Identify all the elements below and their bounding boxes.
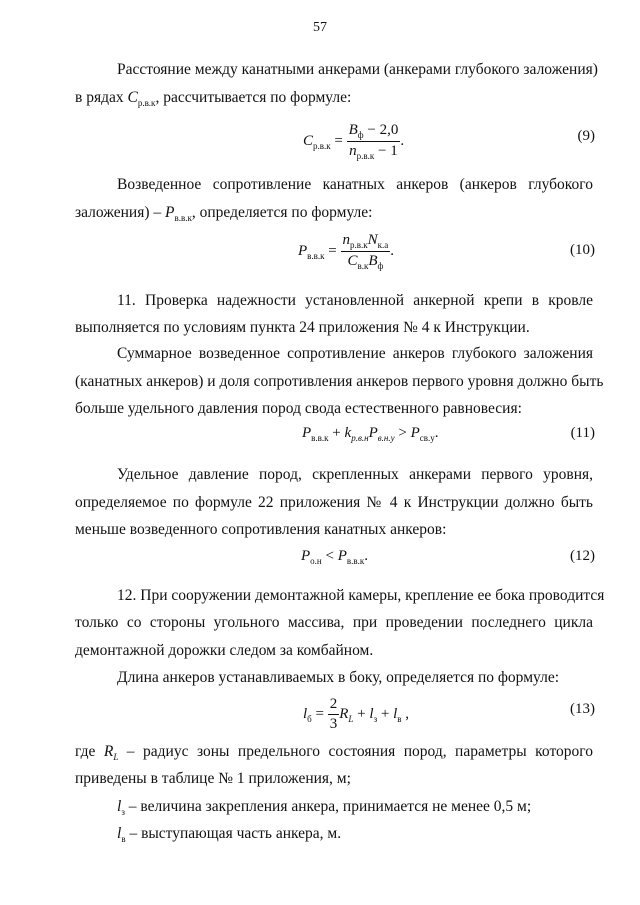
equation-number: (11): [570, 425, 595, 441]
formula-subscript: б: [307, 713, 312, 724]
formula-symbol: R: [339, 705, 349, 722]
fraction-numerator: 2: [328, 696, 340, 715]
formula-symbol: n: [342, 232, 351, 248]
text-line: больше удельного давления пород свода естественного равновесия:: [75, 400, 522, 417]
formula-term: − 1: [374, 143, 398, 159]
text-line: только со стороны угольного массива, при проведении последнего цикла: [75, 614, 593, 631]
formula-symbol: C: [347, 253, 358, 269]
page-number: 57: [313, 20, 327, 35]
formula-9: $C_{р.в.к}$ = $\frac{B_ф - 2,0}{n_{р.в.к} - 1}$ .: [303, 122, 405, 161]
formula-subscript: з: [373, 713, 378, 724]
text-line: Возведенное сопротивление канатных анкеров (анкеров глубокого: [117, 176, 593, 193]
text-fragment: в рядах: [75, 89, 128, 106]
text-line: демонтажной дорожки следом за комбайном.: [75, 642, 374, 659]
formula-operator: +: [353, 705, 370, 722]
formula-punct: .: [364, 548, 369, 564]
formula-subscript: р.в.к: [313, 140, 331, 151]
formula-symbol: P: [337, 548, 347, 564]
text-line: выполняется по условиям пункта 24 приложения № 4 к Инструкции.: [75, 319, 530, 336]
formula-symbol: B: [368, 253, 378, 269]
formula-symbol: P: [368, 425, 378, 441]
formula-subscript: ф: [377, 261, 384, 271]
formula-subscript: к.а: [377, 240, 389, 250]
symbol: C: [127, 89, 138, 106]
text-fragment: – радиус зоны предельного состояния пород, параметры которого: [118, 743, 593, 760]
symbol-subscript: в.в.к: [174, 213, 192, 224]
text-line: Суммарное возведенное сопротивление анкеров глубокого заложения: [117, 345, 593, 362]
fraction-denominator: 3: [329, 716, 338, 732]
formula-subscript: св.у: [419, 433, 435, 443]
text-line: меньше возведенного сопротивления канатных анкеров:: [75, 521, 447, 538]
formula-term: − 2,0: [363, 122, 399, 138]
formula-subscript: в.н.у: [377, 433, 395, 443]
definition-lz: [75, 795, 635, 824]
formula-subscript: р.в.н: [351, 433, 369, 443]
formula-symbol: P: [298, 242, 308, 259]
fraction: [341, 232, 391, 271]
formula-12: [301, 548, 368, 566]
text-line: 12. При сооружении демонтажной камеры, крепление ее бока проводится: [117, 587, 605, 604]
formula-symbol: k: [344, 425, 352, 441]
equation-number: (9): [577, 128, 595, 144]
formula-symbol: N: [367, 232, 378, 248]
fraction: [347, 122, 401, 161]
text-line: определяемое по формуле 22 приложения № 4 к Инструкции должно быть: [75, 494, 593, 511]
text-line: [75, 740, 593, 769]
text-fragment: – выступающая часть анкера, м.: [125, 825, 342, 842]
formula-symbol: P: [410, 425, 420, 441]
symbol: R: [103, 743, 114, 760]
formula-operator: +: [377, 705, 394, 722]
text-line: 11. Проверка надежности установленной анкерной крепи в кровле: [117, 292, 593, 309]
formula-punct: .: [400, 132, 405, 149]
equation-number: (10): [570, 242, 595, 258]
equation-number: (13): [570, 701, 595, 717]
formula-10: $P_{в.в.к}$ = $\frac{n_{р.в.к}N_{к.а}}{C_{в.к}B_ф}$ .: [298, 232, 395, 271]
fraction: [328, 696, 340, 733]
text-line: Расстояние между канатными анкерами (анкерами глубокого заложения): [117, 61, 598, 78]
text-fragment: , рассчитывается по формуле:: [155, 89, 352, 106]
text-fragment: , определяется по формуле:: [191, 204, 373, 221]
symbol-subscript: в: [121, 834, 126, 845]
formula-subscript: L: [348, 713, 354, 724]
formula-subscript: ф: [357, 130, 364, 140]
formula-11: [302, 425, 439, 443]
symbol: P: [165, 204, 175, 221]
formula-subscript: в.в.к: [307, 250, 325, 261]
symbol-subscript: L: [113, 752, 119, 763]
formula-punct: .: [390, 242, 395, 259]
formula-subscript: в: [397, 713, 402, 724]
text-fragment: заложения) –: [75, 204, 166, 221]
formula-13: [303, 696, 409, 733]
formula-subscript: о.н: [310, 556, 322, 566]
symbol: l: [117, 798, 122, 815]
text-line: приведены в таблице № 1 приложения, м;: [75, 770, 351, 787]
formula-symbol: l: [303, 705, 308, 722]
formula-symbol: C: [303, 132, 314, 149]
formula-subscript: в.к: [357, 261, 369, 271]
formula-symbol: B: [348, 122, 358, 138]
formula-punct: ,: [401, 705, 410, 722]
text-line: [75, 86, 593, 115]
symbol-subscript: р.в.к: [137, 98, 156, 109]
symbol: l: [117, 825, 122, 842]
formula-symbol: l: [369, 705, 374, 722]
formula-operator: >: [394, 425, 411, 441]
equation-number: (12): [570, 548, 595, 564]
formula-subscript: р.в.к: [356, 151, 375, 161]
formula-symbol: n: [349, 143, 357, 159]
formula-symbol: P: [301, 548, 311, 564]
formula-symbol: P: [302, 425, 312, 441]
formula-subscript: р.в.к: [350, 240, 368, 250]
formula-operator: <: [321, 548, 338, 564]
text-line: [75, 201, 593, 230]
formula-operator: =: [311, 705, 328, 722]
symbol-subscript: з: [121, 807, 125, 818]
formula-subscript: в.в.к: [346, 556, 365, 566]
text-fragment: – величина закрепления анкера, принимается не менее 0,5 м;: [124, 798, 532, 815]
text-line: Удельное давление пород, скрепленных анкерами первого уровня,: [117, 466, 593, 483]
formula-punct: .: [434, 425, 439, 441]
text-line: (канатных анкеров) и доля сопротивления анкеров первого уровня должно быть: [75, 373, 604, 390]
formula-operator: +: [328, 425, 345, 441]
text-fragment: где: [75, 743, 104, 760]
formula-subscript: в.в.к: [311, 433, 329, 443]
formula-symbol: l: [393, 705, 398, 722]
definition-lv: [75, 822, 635, 851]
paragraph-anchor-length: Длина анкеров устанавливаемых в боку, определяется по формуле:: [117, 669, 559, 686]
